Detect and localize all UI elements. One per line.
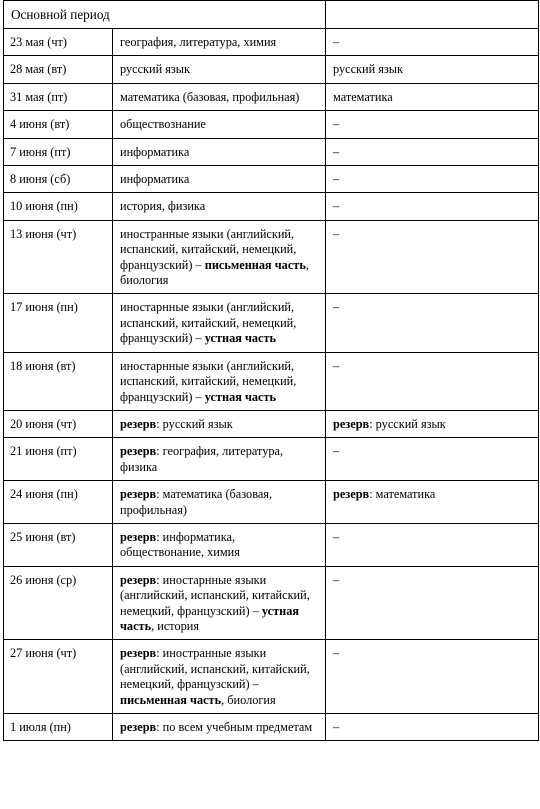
extra-subjects-cell — [326, 481, 539, 524]
bold-text-run: письменная часть — [120, 692, 222, 707]
bold-text-run: резерв — [120, 572, 157, 587]
extra-subjects-cell — [326, 294, 539, 352]
subjects-cell — [113, 83, 326, 110]
text-run: , история — [151, 618, 200, 633]
text-run: , биология — [120, 257, 309, 288]
text-run: иностранные языки (английский, испанский, китайский, немецкий, французский) – — [120, 226, 297, 272]
bold-text-run: резерв — [120, 416, 157, 431]
subjects-cell — [113, 294, 326, 352]
header-blank-cell — [326, 1, 539, 29]
text-run: – — [333, 444, 340, 459]
extra-subjects-cell — [326, 83, 539, 110]
subjects-cell — [113, 566, 326, 640]
date-cell: 18 июня (вт) — [4, 352, 113, 410]
schedule-body — [4, 29, 539, 741]
table-row — [4, 714, 539, 741]
table-row — [4, 193, 539, 220]
extra-subjects-cell — [326, 111, 539, 138]
date-cell: 28 мая (вт) — [4, 56, 113, 83]
table-row — [4, 481, 539, 524]
table-row — [4, 438, 539, 481]
extra-subjects-cell — [326, 640, 539, 714]
text-run: : русский язык — [156, 416, 233, 431]
subjects-cell — [113, 138, 326, 165]
subjects-cell — [113, 193, 326, 220]
text-run: – — [333, 226, 340, 241]
bold-text-run: резерв — [120, 444, 157, 459]
text-run: обществознание — [120, 117, 206, 132]
table-row — [4, 352, 539, 410]
subjects-cell — [113, 438, 326, 481]
bold-text-run: резерв — [120, 487, 157, 502]
text-run: математика (базовая, профильная) — [120, 89, 300, 104]
extra-subjects-cell — [326, 29, 539, 56]
extra-subjects-cell — [326, 352, 539, 410]
extra-subjects-cell — [326, 714, 539, 741]
table-header-row — [4, 1, 539, 29]
text-run: – — [333, 35, 340, 49]
extra-subjects-cell — [326, 220, 539, 294]
date-cell: 31 мая (пт) — [4, 83, 113, 110]
table-row — [4, 56, 539, 83]
table-row — [4, 410, 539, 437]
table-row — [4, 294, 539, 352]
exam-schedule-table — [3, 0, 539, 741]
text-run: : русский язык — [369, 416, 446, 431]
subjects-cell — [113, 29, 326, 56]
subjects-cell — [113, 714, 326, 741]
text-run: история, физика — [120, 199, 206, 214]
table-row — [4, 566, 539, 640]
table-row — [4, 111, 539, 138]
date-cell: 25 июня (вт) — [4, 523, 113, 566]
extra-subjects-cell — [326, 193, 539, 220]
table-row — [4, 166, 539, 193]
table-row — [4, 29, 539, 56]
date-cell: 13 июня (чт) — [4, 220, 113, 294]
text-run: : информатика, обществонание, химия — [120, 529, 240, 560]
text-run: – — [333, 572, 340, 587]
subjects-cell — [113, 220, 326, 294]
date-cell: 23 мая (чт) — [4, 29, 113, 56]
extra-subjects-cell — [326, 166, 539, 193]
table-row — [4, 640, 539, 714]
text-run: иностарнные языки (английский, испанский, китайский, немецкий, французский) – — [120, 358, 297, 404]
date-cell: 4 июня (вт) — [4, 111, 113, 138]
extra-subjects-cell — [326, 523, 539, 566]
extra-subjects-cell — [326, 138, 539, 165]
text-run: : математика (базовая, профильная) — [120, 487, 273, 517]
bold-text-run: резерв — [333, 416, 370, 431]
subjects-cell — [113, 352, 326, 410]
text-run: география, литература, химия — [120, 35, 277, 49]
subjects-cell — [113, 56, 326, 83]
subjects-cell — [113, 166, 326, 193]
table-row — [4, 138, 539, 165]
text-run: информатика — [120, 144, 190, 159]
text-run: – — [333, 144, 340, 159]
date-cell: 7 июня (пт) — [4, 138, 113, 165]
text-run: – — [333, 720, 340, 734]
text-run: – — [333, 172, 340, 187]
subjects-cell — [113, 410, 326, 437]
text-run: информатика — [120, 172, 190, 187]
subjects-cell — [113, 111, 326, 138]
text-run: : по всем учебным предметам — [156, 720, 313, 734]
text-run: – — [333, 199, 340, 214]
text-run: , биология — [221, 692, 276, 707]
subjects-cell — [113, 481, 326, 524]
date-cell: 17 июня (пн) — [4, 294, 113, 352]
text-run: – — [333, 300, 340, 315]
date-cell: 10 июня (пн) — [4, 193, 113, 220]
bold-text-run: резерв — [120, 529, 157, 544]
text-run: – — [333, 117, 340, 132]
extra-subjects-cell — [326, 438, 539, 481]
text-run: иностарнные языки (английский, испанский, китайский, немецкий, французский) – — [120, 300, 297, 346]
text-run: русский язык — [333, 62, 404, 77]
text-run: – — [333, 646, 340, 661]
date-cell: 26 июня (ср) — [4, 566, 113, 640]
bold-text-run: устная часть — [120, 603, 300, 633]
table-row — [4, 83, 539, 110]
text-run: : иностарнные языки (английский, испанский, китайский, немецкий, французский) – — [120, 572, 310, 618]
subjects-cell — [113, 523, 326, 566]
date-cell: 21 июня (пт) — [4, 438, 113, 481]
text-run: : математика — [369, 487, 436, 502]
extra-subjects-cell — [326, 410, 539, 437]
subjects-cell — [113, 640, 326, 714]
date-cell: 20 июня (чт) — [4, 410, 113, 437]
extra-subjects-cell — [326, 56, 539, 83]
date-cell: 8 июня (сб) — [4, 166, 113, 193]
text-run: : география, литература, физика — [120, 444, 284, 474]
bold-text-run: резерв — [120, 720, 157, 734]
bold-text-run: письменная часть — [204, 257, 306, 272]
text-run: – — [333, 358, 340, 373]
table-row — [4, 220, 539, 294]
bold-text-run: устная часть — [204, 331, 277, 346]
text-run: : иностранные языки (английский, испанский, китайский, немецкий, французский) – — [120, 646, 310, 692]
text-run: математика — [333, 89, 393, 104]
period-title: Основной период — [4, 1, 326, 29]
text-run: русский язык — [120, 62, 191, 77]
extra-subjects-cell — [326, 566, 539, 640]
date-cell: 1 июля (пн) — [4, 714, 113, 741]
text-run: – — [333, 529, 340, 544]
bold-text-run: резерв — [120, 646, 157, 661]
bold-text-run: устная часть — [204, 389, 277, 404]
date-cell: 27 июня (чт) — [4, 640, 113, 714]
date-cell: 24 июня (пн) — [4, 481, 113, 524]
bold-text-run: резерв — [333, 487, 370, 502]
table-row — [4, 523, 539, 566]
